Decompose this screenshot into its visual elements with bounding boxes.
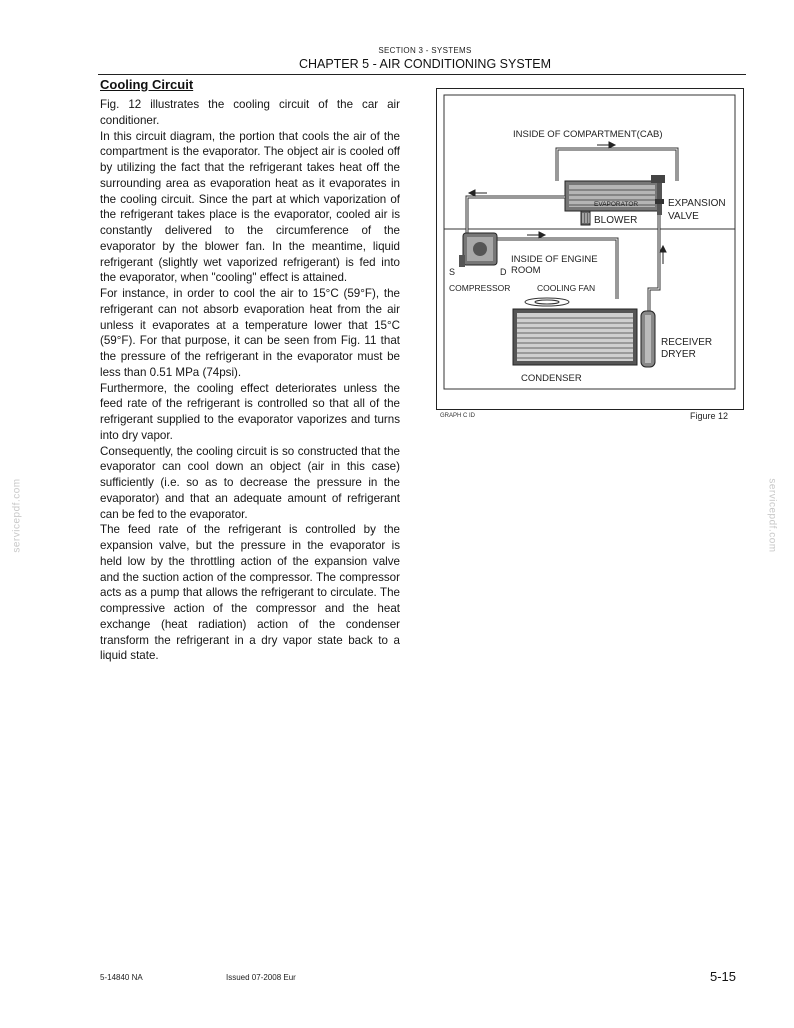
compressor-icon [459, 233, 497, 267]
label-discharge: D [500, 267, 507, 277]
label-receiver-2: DRYER [661, 349, 696, 360]
cooling-fan-icon [525, 298, 569, 306]
condenser-icon [513, 309, 637, 365]
graph-id: GRAPH C ID [440, 413, 476, 419]
label-suction: S [449, 267, 456, 277]
label-compartment: INSIDE OF COMPARTMENT(CAB) [513, 129, 663, 140]
paragraph: Fig. 12 illustrates the cooling circuit of the car air conditioner. [100, 98, 400, 127]
paragraph: Consequently, the cooling circuit is so constructed that the evaporator can cool down an object (air in this case) sufficiently (i.e. so as to decrease the pressure in the evaporator) and that an adequate amount of refrigerant can be fed to the evaporator. [100, 444, 400, 521]
footer-page-number: 5-15 [710, 969, 737, 984]
footer-issued-date: Issued 07-2008 Eur [226, 973, 296, 982]
section-header: SECTION 3 - SYSTEMS [378, 46, 472, 55]
footer-document-code: 5-14840 NA [100, 973, 143, 982]
header-divider [98, 74, 746, 75]
label-cooling-fan: COOLING FAN [537, 283, 596, 293]
paragraph: For instance, in order to cool the air to 15°C (59°F), the refrigerant can not absorb evaporation heat from the air unless it evaporates at a temperature lower that 15°C (59°F). For that purpose, it can be seen from Fig. 11 that the pressure of the refrigerant in the evaporator must be less than 0.51 MPa (74psi). [100, 287, 400, 379]
label-blower: BLOWER [594, 215, 638, 226]
label-engine-1: INSIDE OF ENGINE [511, 254, 598, 265]
label-expansion-1: EXPANSION [668, 198, 726, 209]
label-receiver-1: RECEIVER [661, 337, 713, 348]
body-text [100, 97, 400, 664]
label-engine-2: ROOM [511, 265, 541, 276]
section-heading: Cooling Circuit [100, 77, 194, 92]
label-evaporator: EVAPORATOR [594, 201, 639, 208]
label-expansion-2: VALVE [668, 211, 699, 222]
label-compressor: COMPRESSOR [449, 283, 511, 293]
cooling-circuit-diagram [437, 89, 742, 408]
label-condenser: CONDENSER [521, 373, 582, 384]
paragraph: The feed rate of the refrigerant is controlled by the expansion valve, but the pressure in the evaporator is held low by the throttling action of the expansion valve and the suction action of the compressor. The compressor acts as a pump that allows the refrigerant to circulate. The compressive action of the compressor and the heat exchange (heat radiation) action of the condenser transform the refrigerant in a dry vapor state back to a liquid state. [100, 523, 400, 663]
figure-caption: Figure 12 [690, 411, 729, 421]
watermark-left: servicepdf.com [11, 478, 23, 553]
chapter-title: CHAPTER 5 - AIR CONDITIONING SYSTEM [298, 57, 552, 71]
paragraph: In this circuit diagram, the portion that cools the air of the compartment is the evaporator. The object air is cooled off by utilizing the fact that the refrigerant takes heat off the surrounding area as evaporation heat as it evaporates in the cooling circuit. Since the part at which vaporization of the refrigerant takes place is the evaporator, cooled air is constantly delivered to the circumference of the evaporator by the blower fan. In the meantime, liquid refrigerant (slightly wet vaporized refrigerant) is fed into the evaporator, when "cooling" effect is attained. [100, 129, 400, 285]
watermark-right: servicepdf.com [766, 478, 778, 553]
blower-fan-icon [581, 211, 590, 225]
paragraph: Furthermore, the cooling effect deteriorates unless the feed rate of the refrigerant is controlled so that all of the refrigerant supplied to the evaporator vaporizes and turns into dry vapor. [100, 381, 400, 442]
receiver-dryer-icon [641, 311, 655, 367]
cooling-circuit-figure [436, 88, 744, 410]
